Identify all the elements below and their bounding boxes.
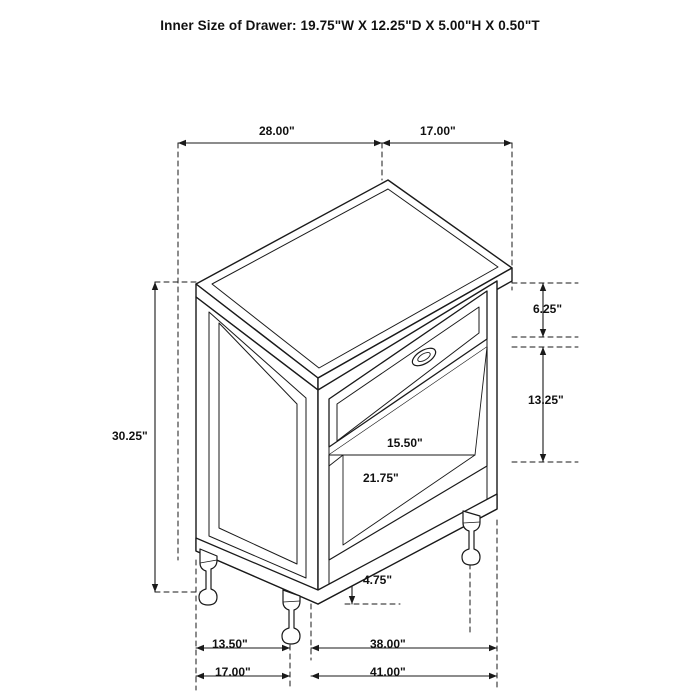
dimension-label-base-depth: 17.00" [215, 665, 251, 679]
dimension-label-overall-height: 30.25" [112, 429, 148, 443]
dimension-label-top-left-width: 28.00" [259, 124, 295, 138]
dimension-label-top-right-depth: 17.00" [420, 124, 456, 138]
dimension-label-base-width: 41.00" [370, 665, 406, 679]
dimension-label-front-leg-inset: 13.50" [212, 637, 248, 651]
dimension-label-shelf-depth: 15.50" [387, 436, 423, 450]
dimension-label-opening-height: 13.25" [528, 393, 564, 407]
dimension-label-drawer-face-height: 6.25" [533, 302, 563, 316]
dimension-label-base-run: 38.00" [370, 637, 406, 651]
page-title: Inner Size of Drawer: 19.75"W X 12.25"D X 5.00"H X 0.50"T [160, 18, 540, 33]
dimension-label-leg-height: 4.75" [363, 573, 393, 587]
dimension-label-shelf-width: 21.75" [363, 471, 399, 485]
